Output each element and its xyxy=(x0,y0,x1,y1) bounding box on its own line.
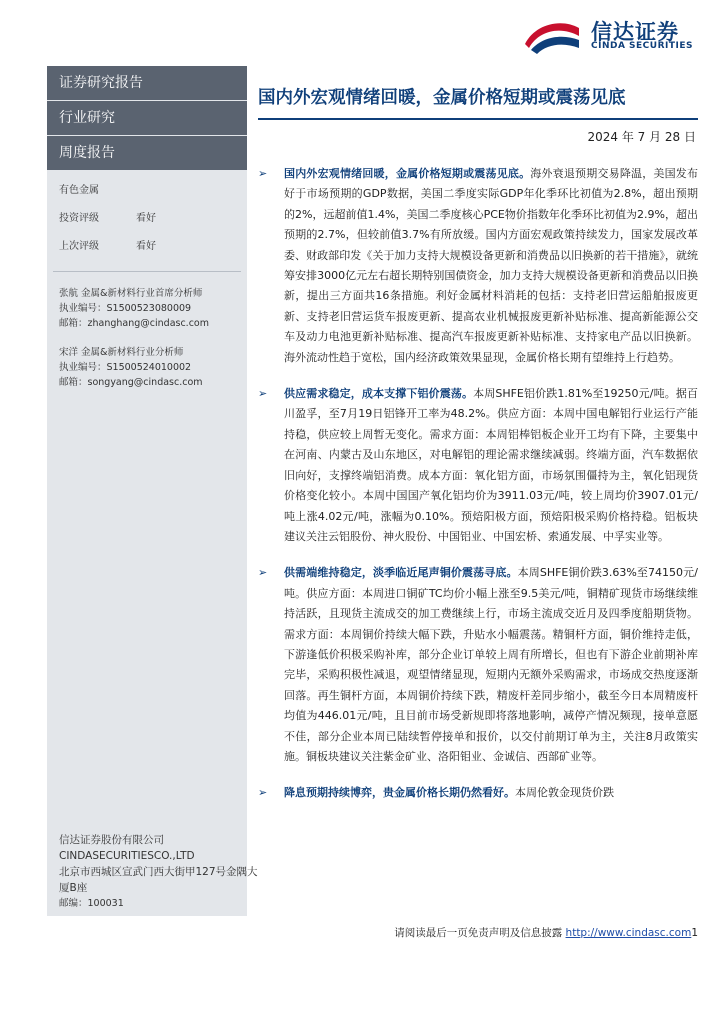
bullet-arrow-icon: ➢ xyxy=(258,167,268,180)
company-address: 北京市西城区宣武门西大街甲127号金隅大厦B座 xyxy=(59,866,258,894)
summary-bullet xyxy=(258,384,698,547)
brand-name-cn: 信达证券 xyxy=(591,20,679,44)
prev-rating-value: 看好 xyxy=(136,241,156,252)
summary-bullet xyxy=(258,783,698,803)
analyst-card xyxy=(47,345,247,390)
bullet-body: 本周SHFE铜价跌3.63%至74150元/吨。供应方面：本周进口铜矿TC均价小幅上涨至9.5美元/吨，铜精矿现货市场继续维持活跃，且现货主流成交的加工费继续上行，市场主流成交近月及四季度船期货物。需求方面：本周铜价持续大幅下跌，升贴水小幅震荡。精铜杆方面，铜价维持走低，下游逢低价积极采购补库，部分企业订单较上周有所增长，但也有下游企业前期补库完毕，采购积极性减退，观望情绪显现，短期内无额外采购需求，市场成交热度逐渐回落。再生铜杆方面，本周铜价持续下跌，精废杆差同步缩小，截至今日本周精废杆均值为446.01元/吨，且目前市场受新规即将落地影响，减停产情况频现，接单意愿不佳，部分企业本周已陆续暂停接单和报价，以交付前期订单为主，关注8月政策实施。铜板块建议关注紫金矿业、洛阳钼业、金诚信、西部矿业等。 xyxy=(284,566,698,763)
company-name-cn: 信达证券股份有限公司 xyxy=(59,834,164,846)
rating-row xyxy=(59,205,247,233)
research-type-label: 行业研究 xyxy=(47,101,247,136)
report-type-label: 证券研究报告 xyxy=(47,66,247,101)
company-name-en: CINDASECURITIESCO.,LTD xyxy=(59,850,195,862)
rating-info xyxy=(47,177,247,261)
company-info xyxy=(47,832,259,916)
rating-label: 投资评级 xyxy=(59,213,99,224)
brand-logo xyxy=(521,14,696,54)
industry-row xyxy=(59,177,247,205)
analyst-card xyxy=(47,286,247,331)
disclaimer-notice: 请阅读最后一页免责声明及信息披露 xyxy=(394,927,563,939)
analyst-email[interactable]: 邮箱：songyang@cindasc.com xyxy=(59,377,203,388)
bullet-arrow-icon: ➢ xyxy=(258,786,268,800)
bullet-arrow-icon: ➢ xyxy=(258,566,268,580)
bullet-arrow-icon: ➢ xyxy=(258,387,268,401)
analyst-title: 宋洋 金属&新材料行业分析师 xyxy=(59,347,184,358)
sidebar-divider xyxy=(53,271,241,272)
bullet-lead: 国内外宏观情绪回暖，金属价格短期或震荡见底。 xyxy=(284,167,531,180)
industry-name: 有色金属 xyxy=(59,185,99,196)
report-date: 2024 年 7 月 28 日 xyxy=(587,130,696,144)
analyst-title: 张航 金属&新材料行业首席分析师 xyxy=(59,288,203,299)
analyst-email[interactable]: 邮箱：zhanghang@cindasc.com xyxy=(59,318,209,329)
summary-bullet xyxy=(258,563,698,767)
analyst-cert: 执业编号：S1500523080009 xyxy=(59,303,192,314)
summary-bullets xyxy=(258,164,698,820)
bullet-body: 海外衰退预期交易降温，美国发布好于市场预期的GDP数据，美国二季度实际GDP年化季环比初值为2.8%，超出预期的2%，远超前值1.4%，美国二季度核心PCE物价指数年化季环比初值为2.9%，超出预期的2.7%，但较前值3.7%有所放缓。国内方面宏观政策持续发力，国家发展改革委、财政部印发《关于加力支持大规模设备更新和消费品以旧换新的若干措施》，就统筹安排3000亿元左右超长期特别国债资金，加力支持大规模设备更新和消费品以旧换新，提出三方面共16条措施。利好金属材料消耗的包括：支持老旧营运船舶报废更新、支持老旧营运货车报废更新、提高农业机械报废更新补贴标准、提高新能源公交车及动力电池更新补贴标准、提高汽车报废更新补贴标准、支持家电产品以旧换新。海外流动性趋于宽松，国内经济政策效果显现，金属价格长期有望维持上行趋势。 xyxy=(284,167,699,364)
prev-rating-row xyxy=(59,233,247,261)
report-frequency-label: 周度报告 xyxy=(47,136,247,171)
brand-logo-icon xyxy=(521,14,583,54)
brand-name-en: CINDA SECURITIES xyxy=(591,41,693,51)
report-title: 国内外宏观情绪回暖，金属价格短期或震荡见底 xyxy=(258,88,626,108)
bullet-body: 本周SHFE铝价跌1.81%至19250元/吨。据百川盈孚，至7月19日铝锋开工率为48.2%。供应方面：本周中国电解铝行业运行产能持稳，供应较上周暂无变化。需求方面：本周铝棒铝板企业开工均有下降，主要集中在河南、内蒙古及山东地区，对电解铝的理论需求继续减弱。终端方面，汽车数据依旧向好，支撑终端铝消费。成本方面：氧化铝方面，市场氛围僵持为主，氧化铝现货价格变化较小。本周中国国产氧化铝均价为3911.03元/吨，较上周均价3907.01元/吨上涨4.02元/吨，涨幅为0.10%。预焙阳极方面，预焙阳极采购价格持稳。铝板块建议关注云铝股份、神火股份、中国铝业、中国宏桥、索通发展、中孚实业等。 xyxy=(284,387,698,543)
bullet-lead: 供需端维持稳定，淡季临近尾声铜价震荡寻底。 xyxy=(284,566,518,580)
sidebar xyxy=(47,66,258,916)
bullet-lead: 降息预期持续博弈，贵金属价格长期仍然看好。 xyxy=(284,786,515,800)
page-footer xyxy=(258,925,698,940)
page-number: 1 xyxy=(691,927,698,939)
prev-rating-label: 上次评级 xyxy=(59,241,99,252)
summary-bullet xyxy=(258,164,698,368)
analyst-cert: 执业编号：S1500524010002 xyxy=(59,362,192,373)
bullet-body: 本周伦敦金现货价跌 xyxy=(515,786,614,800)
bullet-lead: 供应需求稳定，成本支撑下铝价震荡。 xyxy=(284,387,474,401)
website-link[interactable]: http://www.cindasc.com xyxy=(565,927,692,939)
title-divider xyxy=(258,118,698,120)
company-postcode: 邮编：100031 xyxy=(59,898,124,909)
rating-value: 看好 xyxy=(136,213,156,224)
